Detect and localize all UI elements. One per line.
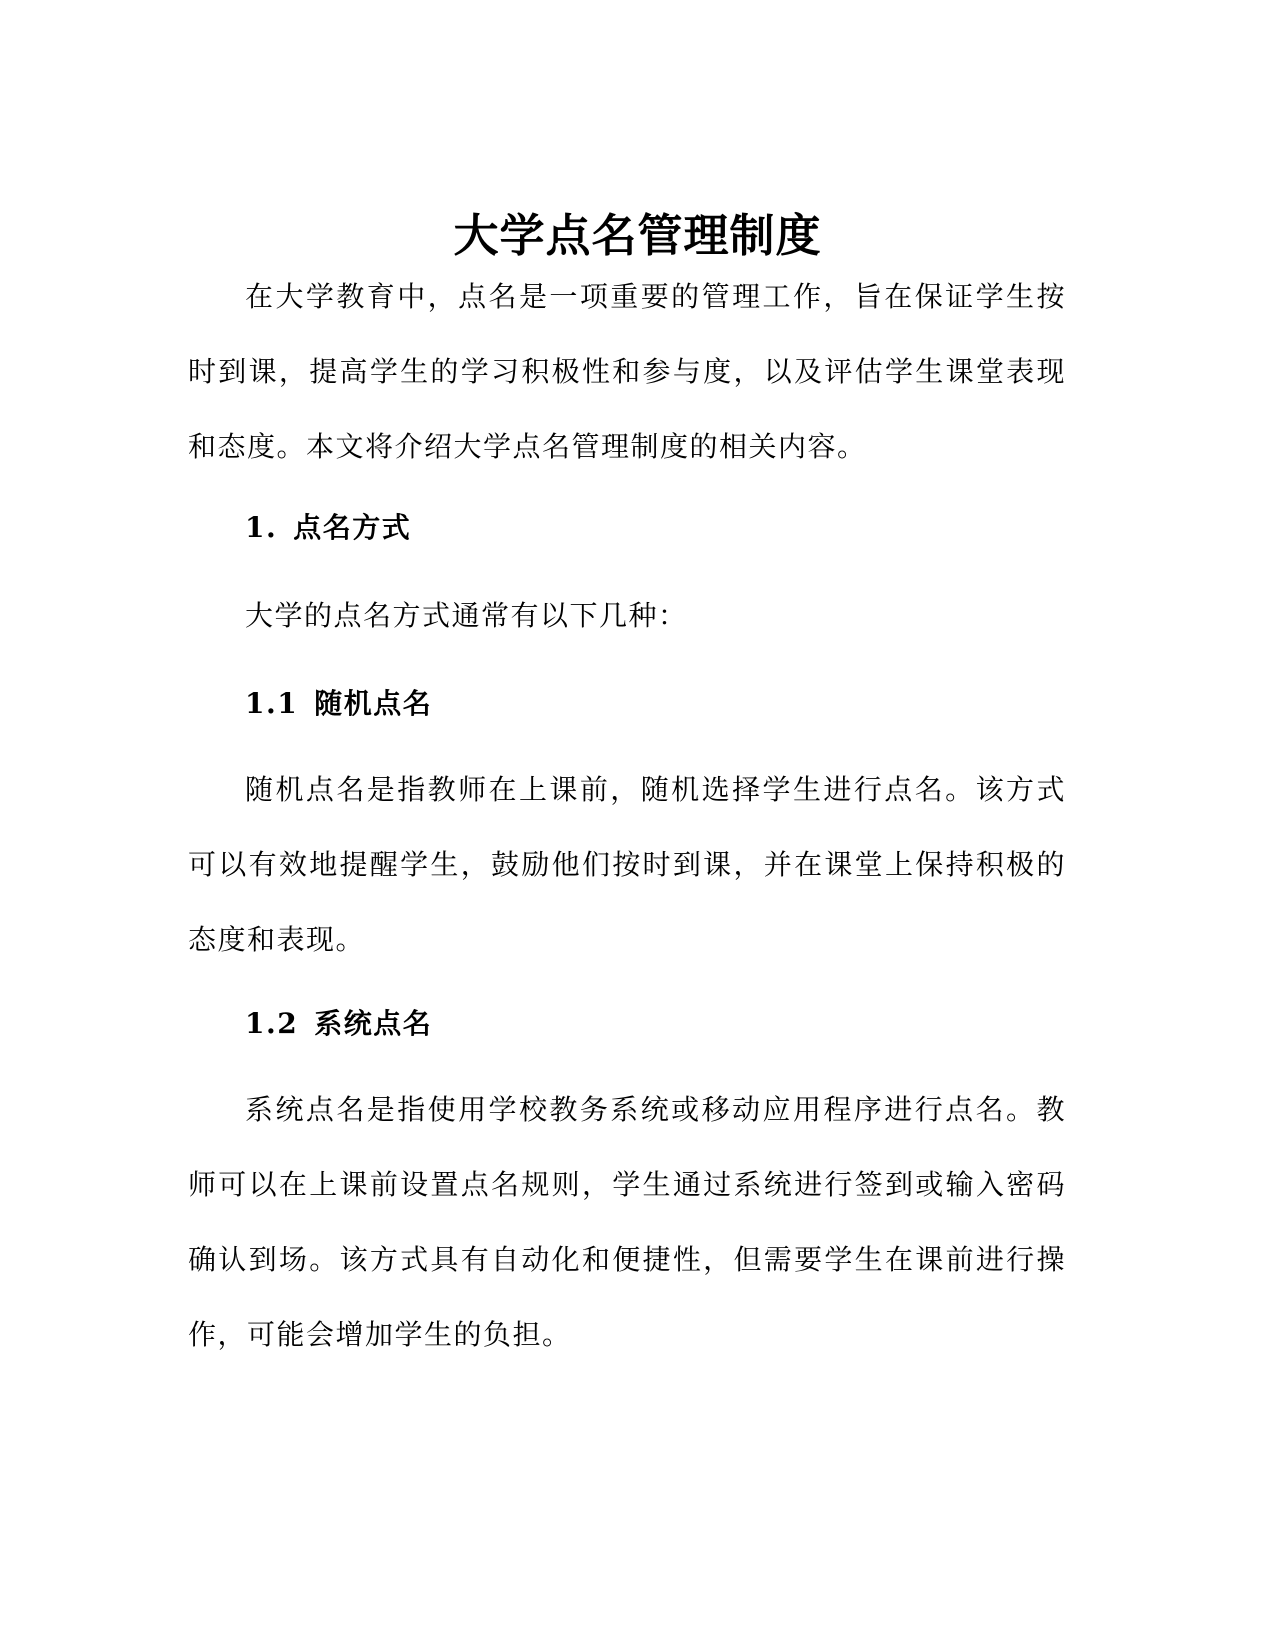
section-1-2-number: 1.2 bbox=[245, 1007, 299, 1040]
document-title: 大学点名管理制度 bbox=[453, 209, 822, 262]
section-1-title: 点名方式 bbox=[293, 511, 412, 544]
section-1-2-heading bbox=[245, 1004, 432, 1044]
section-1-number: 1. bbox=[245, 511, 278, 544]
section-1-1-title: 随机点名 bbox=[314, 687, 433, 720]
section-1-1-number: 1.1 bbox=[245, 687, 299, 720]
section-1-intro: 大学的点名方式通常有以下几种： bbox=[245, 599, 688, 632]
section-1-1-heading bbox=[245, 684, 432, 724]
section-1-2-title: 系统点名 bbox=[314, 1007, 433, 1040]
section-1-2-body: 系统点名是指使用学校教务系统或移动应用程序进行点名。教师可以在上课前设置点名规则，学生通过系统进行签到或输入密码确认到场。该方式具有自动化和便捷性，但需要学生在课前进行操作，可能会增加学生的负担。 bbox=[188, 1093, 1066, 1351]
section-1-1-body: 随机点名是指教师在上课前，随机选择学生进行点名。该方式可以有效地提醒学生，鼓励他们按时到课，并在课堂上保持积极的态度和表现。 bbox=[188, 773, 1066, 956]
intro-paragraph: 在大学教育中，点名是一项重要的管理工作，旨在保证学生按时到课，提高学生的学习积极性和参与度，以及评估学生课堂表现和态度。本文将介绍大学点名管理制度的相关内容。 bbox=[188, 280, 1066, 463]
section-1-heading bbox=[245, 508, 411, 548]
